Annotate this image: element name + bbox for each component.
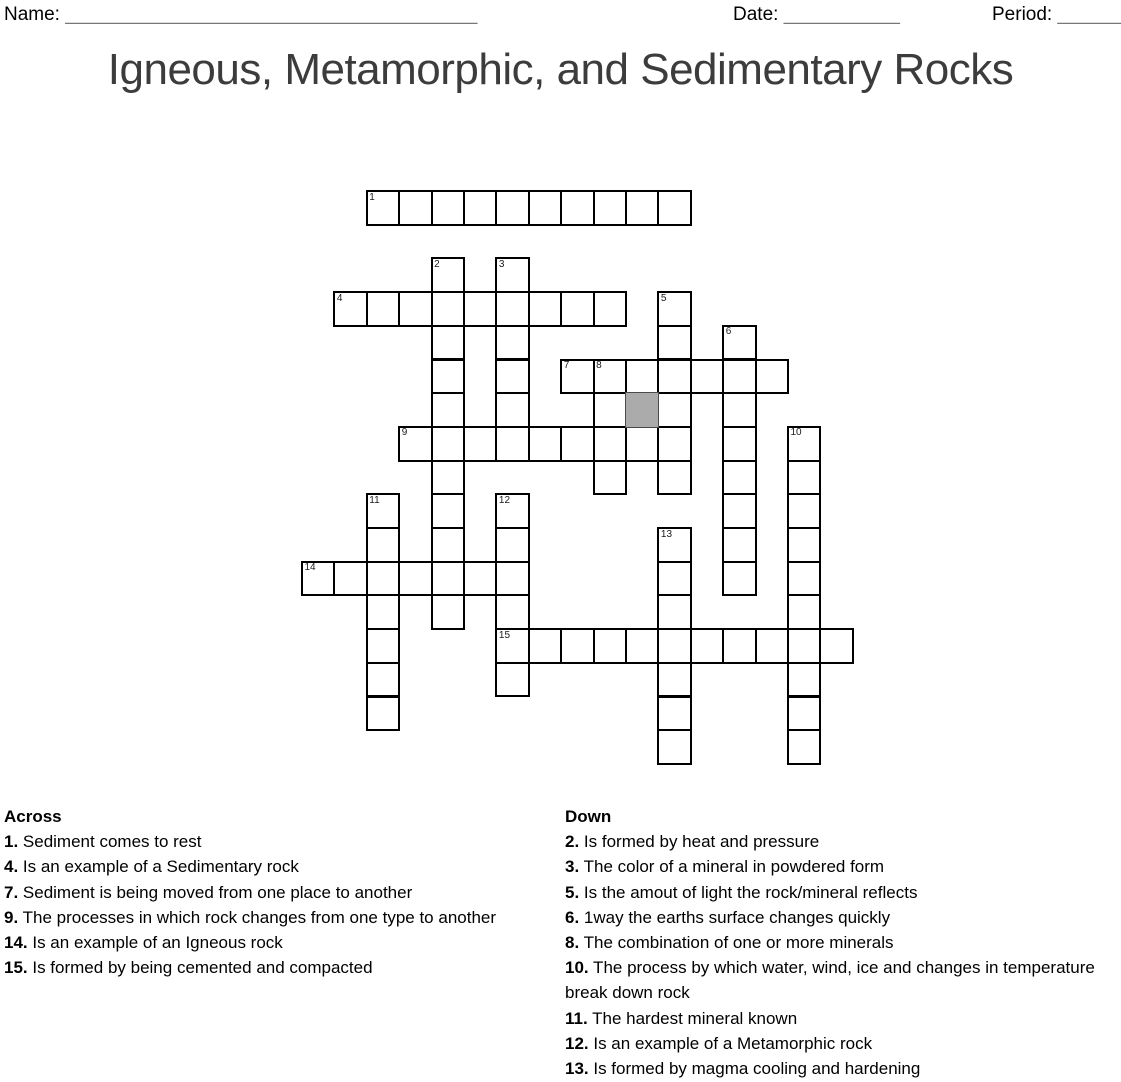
grid-cell — [431, 190, 465, 226]
grid-cell — [366, 662, 400, 698]
clue-item — [4, 854, 552, 879]
cell-number: 10 — [790, 427, 802, 439]
grid-cell — [657, 460, 691, 496]
grid-cell — [398, 190, 432, 226]
grid-cell — [528, 291, 562, 327]
cell-number: 9 — [401, 427, 408, 439]
clue-item — [4, 905, 552, 930]
grid-cell — [625, 190, 659, 226]
across-clues-section — [4, 804, 552, 980]
clue-text: Is formed by heat and pressure — [579, 832, 820, 852]
grid-cell — [366, 527, 400, 563]
grid-cell — [495, 561, 529, 597]
grid-cell — [431, 561, 465, 597]
grid-cell — [787, 527, 821, 563]
across-heading: Across — [4, 807, 62, 826]
date-label: Date: — [733, 4, 779, 25]
cell-number: 8 — [596, 360, 602, 371]
clue-item — [565, 1056, 1115, 1081]
grid-cell — [431, 392, 465, 428]
cell-number: 11 — [369, 494, 380, 506]
name-label: Name: — [4, 4, 60, 25]
clue-text: Is an example of a Sedimentary rock — [18, 857, 299, 877]
grid-cell — [657, 662, 691, 698]
grid-cell — [431, 291, 465, 327]
grid-cell — [722, 493, 756, 529]
grid-cell — [722, 628, 756, 664]
grid-cell — [625, 359, 659, 395]
clue-item — [4, 829, 552, 854]
clue-text: Sediment comes to rest — [18, 832, 202, 852]
clue-text: Is an example of a Metamorphic rock — [588, 1033, 873, 1053]
cell-number: 12 — [498, 494, 511, 506]
cell-number: 3 — [498, 258, 505, 270]
grid-cell — [690, 359, 724, 395]
clue-number: 4. — [4, 857, 19, 877]
across-clues-list — [4, 829, 552, 980]
grid-cell — [366, 696, 400, 732]
grid-cell — [625, 628, 659, 664]
grid-cell — [722, 426, 756, 462]
grid-cell — [593, 628, 627, 664]
clue-text: The process by which water, wind, ice and changes in temperature break down rock — [565, 958, 1095, 1003]
grid-cell — [657, 325, 691, 361]
grid-cell — [495, 190, 529, 226]
grid-cell — [431, 359, 465, 395]
grid-cell — [366, 561, 400, 597]
grid-cell — [463, 291, 497, 327]
grid-cell — [495, 291, 529, 327]
grid-cell — [528, 426, 562, 462]
cell-number: 5 — [660, 292, 667, 304]
grid-cell — [755, 359, 789, 395]
grid-cell — [495, 594, 529, 630]
cell-number: 13 — [660, 528, 673, 540]
grid-cell — [787, 493, 821, 529]
grid-cell — [593, 291, 627, 327]
clue-text: Sediment is being moved from one place to another — [18, 882, 413, 902]
cell-number: 14 — [304, 562, 316, 574]
clue-item — [565, 905, 1115, 930]
clue-text: Is the amout of light the rock/mineral reflects — [579, 882, 918, 902]
grid-cell — [593, 460, 627, 496]
clue-item — [565, 1031, 1115, 1056]
down-heading: Down — [565, 807, 612, 826]
grid-cell — [366, 594, 400, 630]
grid-cell — [722, 561, 756, 597]
clue-text: Is formed by being cemented and compacted — [27, 958, 373, 978]
grid-cell — [657, 426, 691, 462]
grid-cell — [722, 359, 756, 395]
grid-cell — [431, 493, 465, 529]
grid-cell — [463, 190, 497, 226]
grid-cell — [495, 426, 529, 462]
grid-cell — [495, 392, 529, 428]
grid-cell — [463, 561, 497, 597]
cell-number: 1 — [369, 191, 375, 203]
clue-number: 6. — [565, 907, 580, 927]
clue-number: 3. — [565, 857, 580, 877]
clue-number: 14. — [4, 933, 28, 953]
grid-cell — [755, 628, 789, 664]
grid-cell — [398, 291, 432, 327]
period-blank-line: ______ — [1057, 4, 1121, 25]
clue-item — [4, 930, 552, 955]
grid-cell — [657, 594, 691, 630]
grid-cell — [560, 426, 594, 462]
clue-number: 12. — [565, 1033, 589, 1053]
date-blank-line: ___________ — [783, 4, 900, 25]
clue-item — [565, 829, 1115, 854]
cell-number: 6 — [725, 326, 732, 338]
cell-number: 7 — [563, 360, 570, 371]
grid-cell — [398, 561, 432, 597]
grid-cell — [366, 291, 400, 327]
grid-cell — [787, 460, 821, 496]
grid-cell — [431, 594, 465, 630]
clue-text: The color of a mineral in powdered form — [579, 857, 885, 877]
grid-cell — [431, 426, 465, 462]
grid-cell — [333, 561, 367, 597]
grid-cell — [495, 662, 529, 698]
grid-cell — [560, 628, 594, 664]
grid-cell — [463, 426, 497, 462]
grid-cell — [787, 696, 821, 732]
grid-cell — [495, 359, 529, 395]
grid-cell — [560, 291, 594, 327]
grid-cell — [787, 729, 821, 765]
grid-cell — [593, 190, 627, 226]
down-clues-list — [565, 829, 1115, 1081]
period-label: Period: — [992, 4, 1053, 25]
clue-item — [565, 880, 1115, 905]
clue-number: 15. — [4, 958, 28, 978]
clue-text: Is formed by magma cooling and hardening — [588, 1059, 921, 1079]
clue-number: 2. — [565, 832, 580, 852]
grid-cell — [657, 729, 691, 765]
grid-cell — [657, 628, 691, 664]
grid-cell — [528, 190, 562, 226]
grid-cell — [787, 594, 821, 630]
grid-cell — [431, 527, 465, 563]
grid-cell — [819, 628, 853, 664]
shaded-cell — [625, 392, 659, 428]
clue-number: 7. — [4, 882, 19, 902]
clue-number: 10. — [565, 958, 589, 978]
clue-number: 13. — [565, 1059, 589, 1079]
cell-number: 15 — [498, 629, 511, 641]
clue-item — [4, 880, 552, 905]
grid-cell — [657, 190, 691, 226]
grid-cell — [690, 628, 724, 664]
clue-number: 11. — [565, 1008, 588, 1028]
clue-item — [565, 955, 1115, 1005]
grid-cell — [593, 426, 627, 462]
grid-cell — [722, 392, 756, 428]
grid-cell — [495, 527, 529, 563]
clue-item — [565, 854, 1115, 879]
clue-number: 8. — [565, 933, 580, 953]
clue-text: 1way the earths surface changes quickly — [579, 907, 891, 927]
clue-text: Is an example of an Igneous rock — [27, 933, 283, 953]
grid-cell — [495, 325, 529, 361]
clue-text: The processes in which rock changes from one type to another — [18, 907, 497, 927]
grid-cell — [366, 628, 400, 664]
clue-item — [565, 930, 1115, 955]
clue-item — [565, 1006, 1115, 1031]
grid-cell — [431, 325, 465, 361]
name-blank-line: _______________________________________ — [65, 4, 478, 25]
grid-cell — [787, 662, 821, 698]
grid-cell — [657, 696, 691, 732]
grid-cell — [560, 190, 594, 226]
clue-item — [4, 955, 552, 980]
grid-cell — [657, 392, 691, 428]
cell-number: 4 — [336, 292, 343, 304]
clue-number: 5. — [565, 882, 580, 902]
down-clues-section — [565, 804, 1115, 1081]
grid-cell — [722, 460, 756, 496]
grid-cell — [431, 460, 465, 496]
grid-cell — [722, 527, 756, 563]
grid-cell — [657, 359, 691, 395]
grid-cell — [787, 628, 821, 664]
cell-number: 2 — [434, 258, 440, 270]
grid-cell — [787, 561, 821, 597]
grid-cell — [625, 426, 659, 462]
page-title: Igneous, Metamorphic, and Sedimentary Rocks — [107, 45, 1014, 94]
clue-text: The hardest mineral known — [587, 1008, 798, 1028]
clue-text: The combination of one or more minerals — [579, 933, 894, 953]
clue-number: 9. — [4, 907, 19, 927]
clue-number: 1. — [4, 832, 19, 852]
grid-cell — [528, 628, 562, 664]
grid-cell — [657, 561, 691, 597]
grid-cell — [593, 392, 627, 428]
